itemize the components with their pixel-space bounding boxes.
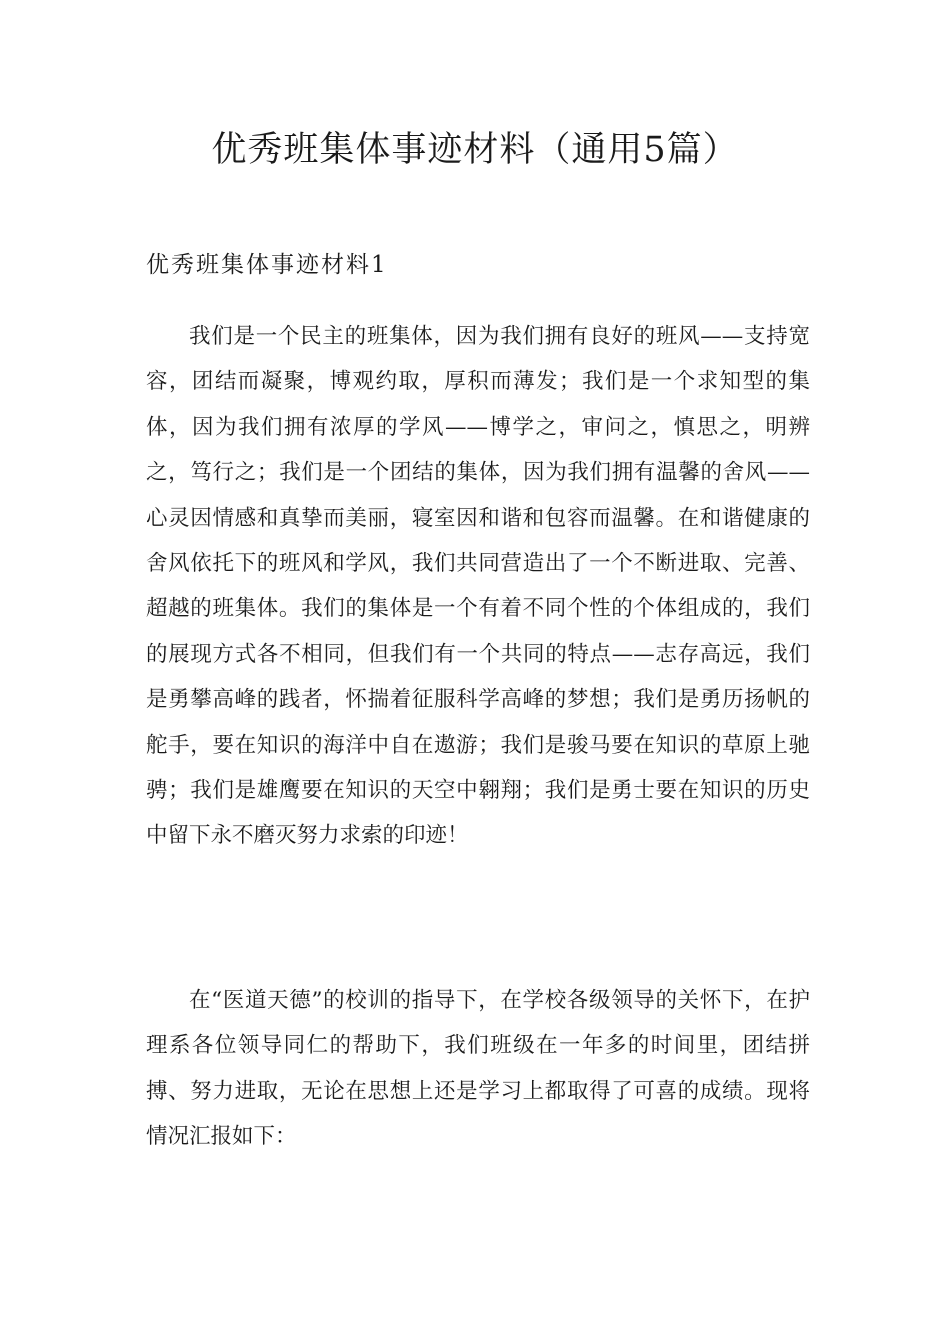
body-paragraph: 我们是一个民主的班集体，因为我们拥有良好的班风——支持宽容，团结而凝聚，博观约取，厚积而薄发；我们是一个求知型的集体，因为我们拥有浓厚的学风——博学之，审问之，慎思之，明辨之，笃行之；我们是一个团结的集体，因为我们拥有温馨的舍风——心灵因情感和真挚而美丽，寝室因和谐和包容而温馨。在和谐健康的舍风依托下的班风和学风，我们共同营造出了一个不断进取、完善、超越的班集体。我们的集体是一个有着不同个性的个体组成的，我们的展现方式各不相同，但我们有一个共同的特点——志存高远，我们是勇攀高峰的践者，怀揣着征服科学高峰的梦想；我们是勇历扬帆的舵手，要在知识的海洋中自在遨游；我们是骏马要在知识的草原上驰骋；我们是雄鹰要在知识的天空中翱翔；我们是勇士要在知识的历史中留下永不磨灭努力求索的印迹！: [146, 324, 810, 849]
document-title: 优秀班集体事迹材料（通用5篇）: [211, 130, 739, 170]
body-paragraph: 在“医道天德”的校训的指导下，在学校各级领导的关怀下，在护理系各位领导同仁的帮助下，我们班级在一年多的时间里，团结拼搏、努力进取，无论在思想上还是学习上都取得了可喜的成绩。现将情况汇报如下：: [146, 988, 810, 1150]
section-heading: 优秀班集体事迹材料1: [146, 252, 388, 278]
